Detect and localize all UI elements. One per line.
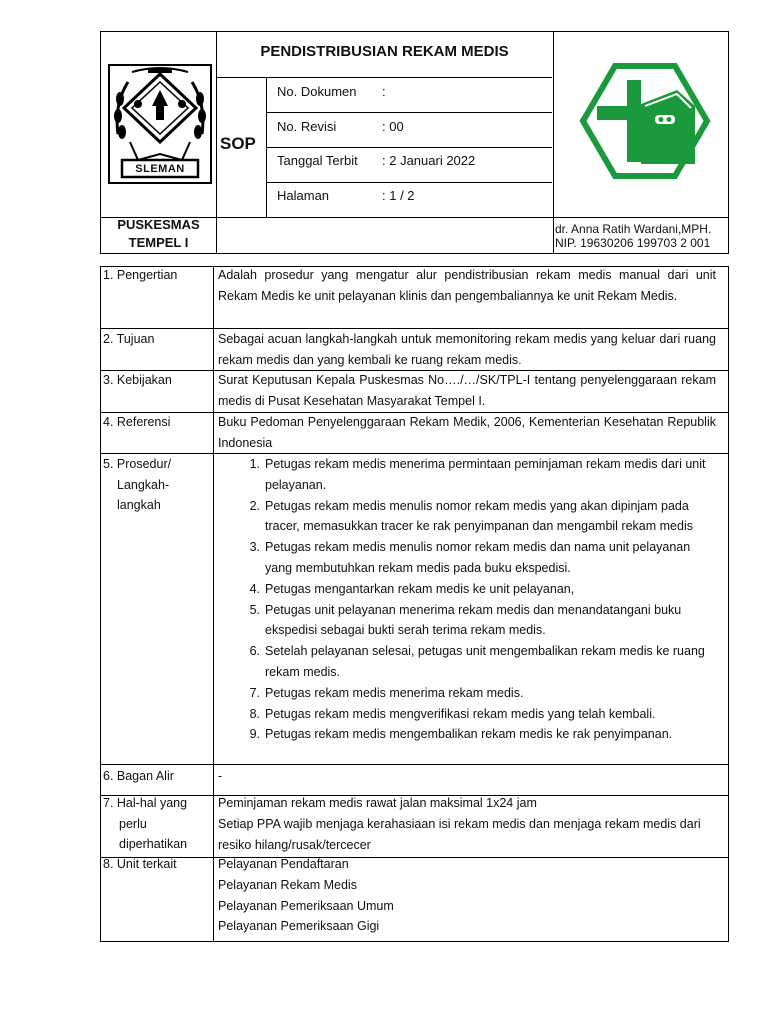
step-number: 8. [249, 706, 260, 721]
section-text-bagan-alir: - [218, 769, 223, 783]
list-item [218, 600, 714, 642]
step-number: 9. [249, 727, 260, 742]
section-label-tujuan: 2. Tujuan [103, 332, 155, 346]
meta-value-tanggal-terbit: : 2 Januari 2022 [382, 153, 476, 168]
section-text-unit-terkait [218, 854, 716, 937]
divider [266, 112, 552, 113]
divider [101, 764, 728, 765]
step-text: Petugas rekam medis mengembalikan rekam medis ke rak penyimpanan. [265, 727, 673, 742]
step-number: 3. [249, 540, 260, 555]
divider [213, 267, 214, 941]
section-text-pengertian: Adalah prosedur yang mengatur alur pendistribusian rekam medis manual dari unit Rekam Medis ke unit pelayanan klinis dan pengembaliannya ke unit Rekam Medis. [218, 268, 716, 303]
meta-label-no-revisi: No. Revisi [277, 119, 337, 134]
list-item [218, 683, 714, 704]
section-text-hal-hal [218, 793, 704, 855]
section-label-unit-terkait: 8. Unit terkait [103, 857, 177, 871]
signer-nip: NIP. 19630206 199703 2 001 [555, 236, 711, 250]
step-number: 1. [249, 457, 260, 471]
institution-name-line1: PUSKESMAS [117, 217, 200, 232]
document-title: PENDISTRIBUSIAN REKAM MEDIS [260, 43, 509, 60]
section-label-pengertian: 1. Pengertian [103, 268, 178, 282]
divider [216, 32, 217, 253]
divider [553, 32, 554, 253]
puskesmas-logo [579, 62, 711, 180]
section-label-prosedur-line3: langkah [117, 498, 161, 512]
meta-value-no-dokumen: : [382, 84, 386, 99]
step-text: Petugas rekam medis menerima rekam medis. [265, 685, 524, 700]
list-item [218, 641, 714, 683]
meta-label-no-dokumen: No. Dokumen [277, 84, 357, 99]
step-text: Petugas rekam medis menulis nomor rekam medis yang akan dipinjam pada tracer, memasukkan tracer ke rak penyimpanan dan mengambil rekam medis [265, 498, 693, 534]
step-number: 6. [249, 644, 260, 659]
step-text: Petugas mengantarkan rekam medis ke unit pelayanan, [265, 581, 575, 596]
section-label-hal-hal-line3: diperhatikan [119, 837, 188, 851]
note-line: Setiap PPA wajib menjaga kerahasiaan isi rekam medis dan menjaga rekam medis dari resiko hilang/rusak/tercecer [218, 816, 701, 852]
section-text-kebijakan: Surat Keputusan Kepala Puskesmas No…./…/SK/TPL-I tentang penyelenggaraan rekam medis di Pusat Kesehatan Masyarakat Tempel I. [218, 373, 716, 408]
divider [216, 77, 552, 78]
meta-value-no-revisi: : 00 [382, 119, 404, 134]
list-item [218, 454, 714, 496]
divider [266, 182, 552, 183]
step-number: 2. [249, 498, 260, 513]
list-item [218, 579, 714, 600]
step-number: 5. [249, 602, 260, 617]
section-label-prosedur-line2: Langkah- [117, 477, 170, 492]
sleman-logo-text: SLEMAN [135, 163, 185, 175]
section-label-prosedur [103, 454, 171, 516]
meta-label-tanggal-terbit: Tanggal Terbit [277, 153, 358, 168]
signer-name: dr. Anna Ratih Wardani,MPH. [555, 222, 712, 236]
list-item [218, 496, 714, 538]
section-text-referensi: Buku Pedoman Penyelenggaraan Rekam Medik, 2006, Kementerian Kesehatan Republik Indonesia [218, 415, 716, 450]
section-label-hal-hal-line2: perlu [119, 816, 147, 831]
list-item: Pelayanan Pemeriksaan Umum [218, 898, 394, 913]
sop-content-table [100, 266, 729, 942]
puskesmas-cross-icon [579, 62, 711, 180]
section-label-referensi: 4. Referensi [103, 415, 171, 429]
sop-header-table [100, 31, 729, 254]
note-line: Peminjaman rekam medis rawat jalan maksimal 1x24 jam [218, 796, 537, 810]
step-text: Petugas unit pelayanan menerima rekam medis dan menandatangani buku ekspedisi sebagai bukti serah terima rekam medis. [265, 602, 682, 638]
step-text: Setelah pelayanan selesai, petugas unit mengembalikan rekam medis ke ruang rekam medis. [265, 644, 705, 679]
list-item [218, 724, 714, 745]
procedure-steps [218, 454, 714, 745]
procedure-steps-list [218, 454, 714, 745]
section-label-kebijakan: 3. Kebijakan [103, 373, 172, 387]
list-item: Pelayanan Rekam Medis [218, 877, 357, 892]
list-item [218, 704, 714, 725]
meta-value-halaman: : 1 / 2 [382, 188, 415, 203]
institution-name-line2: TEMPEL I [128, 235, 189, 250]
step-text: Petugas rekam medis mengverifikasi rekam medis yang telah kembali. [265, 706, 656, 721]
divider [266, 147, 552, 148]
meta-label-halaman: Halaman [277, 188, 330, 203]
section-label-bagan-alir: 6. Bagan Alir [103, 769, 174, 783]
section-label-prosedur-line1: 5. Prosedur/ [103, 457, 172, 471]
list-item [218, 537, 714, 579]
step-text: Petugas rekam medis menulis nomor rekam medis dan nama unit pelayanan yang membutuhkan rekam medis pada buku ekspedisi. [265, 540, 691, 575]
section-text-tujuan: Sebagai acuan langkah-langkah untuk memonitoring rekam medis yang keluar dari ruang rekam medis dan yang kembali ke ruang rekam medis. [218, 332, 716, 367]
list-item: Pelayanan Pendaftaran [218, 857, 349, 871]
step-number: 4. [249, 581, 260, 596]
section-label-hal-hal-line1: 7. Hal-hal yang [103, 796, 188, 810]
sleman-logo [108, 64, 212, 184]
step-number: 7. [249, 685, 260, 700]
list-item: Pelayanan Pemeriksaan Gigi [218, 919, 380, 934]
sop-label: SOP [220, 134, 256, 153]
section-label-hal-hal [103, 793, 187, 855]
step-text: Petugas rekam medis menerima permintaan peminjaman rekam medis dari unit pelayanan. [265, 457, 706, 492]
